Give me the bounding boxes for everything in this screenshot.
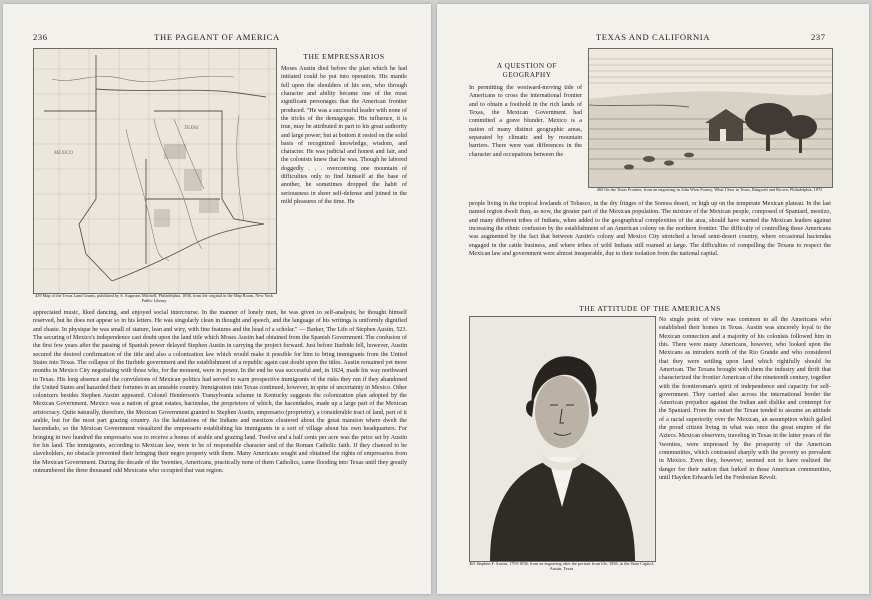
- section-heading: THE EMPRESSARIOS: [303, 52, 385, 61]
- body-paragraph: appreciated music, liked dancing, and enjoyed social intercourse. In the manner of lonely men, he was given to self-analysis; he thought himself reserved, but he does not appear so in his letters. He was singularly clean in thought and speech, and the language of his writings is uniformly dignified and chaste. In physique he was small of stature, lean and wiry, with fine features and the head of a scholar." — Barker, The Life of Stephen Austin, 523. The securing of Mexico's independence cast doubt upon the land title which Moses Austin had obtained from the Spanish Government. The confusion of the first few years after the passing of Spanish power delayed Stephen Austin in carrying the project forward. Just before Iturbide fell, however, Austin secured the desired confirmation of the title and also a colonization law which would make it possible for him to bring immigrants from the United States into Texas. The collapse of the Iturbide government and the establishment of a republic again cast doubt upon the titles. Austin remained yet more months in Mexico City negotiating with those who, for the moment, were in power. In the end he was successful and, in 1824, made his way northward to Texas. His long absence and the convulsions of Mexican politics had served to warn prospective immigrants of the risks they ran if they abandoned the United States and hazarded their fortunes in an unstable country. Immigration into Texas continued, however, in spite of uncertainty in Mexico. Other colonizers besides Stephen Austin appeared. Colonel Henderson's Transylvania scheme in Kentucky suggests the colonization plan adopted by the Mexican Government. Mexico was a nation of great estates, haciendas, the proprietors of which, the hacendados, made up a large part of the Mexican aristocracy. Quite naturally, therefore, the Mexican Government granted to Stephen Austin, empresario (proprietor), a considerable tract of land, part of it arable, but for the most part grazing country. As the habitations of the Indians and mestizos clustered about the great mansion where dwelt the hacendado, so the Mexican Government visualized the empresario establishing his immigrants in a sort of village about his own headquarters. For bringing in two hundred the empresario was to receive a bonus of arable and grazing land. Twelve and a half cents per acre was the price set by Austin for his land. The immigrants, according to Mexican law, were to be of responsible character and of the Roman Catholic faith. If they chanced to be slaveholders, no obstacle prevented their bringing their negro property with them. Many Americans sought and obtained the rights of empresarios from the Mexican Government. During the decade of the 'twenties, Americans, practically none of them Catholics, came flooding into Texas until they greatly outnumbered the three thousand odd Mexicans who occupied that vast region.: [33, 310, 407, 474]
- map-illustration: [34, 49, 276, 293]
- geography-wide-paragraph: people living in the tropical lowlands of Tobasco, in the dry fringes of the Sonora desert, or high up on the temperate Mexican plateau. In the last named region dwelt then, as now, the greater part of the Mexican population. The mixture of the Mexican people, composed of Spaniard, mestizo, and many different tribes of Indians, when added to the geographical complexities of the area, should have warned the Mexican leaders against increasing the ethnic confusion by the establishment of an American colony on the northern frontier. The difficulty of controlling these Americans was augmented by the fact that between Austin's colony and Mexico City stretched a broad semi-desert country, where occasional haciendas engaged in the cattle business, and where tribes of wild Indians still roamed at large. The difficulties of compelling the Texans to respect the Mexican law and government were almost insuperable, due to their isolation from the national capital.: [469, 201, 831, 257]
- figure-caption-439: 439 Map of the Texas Land Grants, published by S. Augustus Mitchell, Philadelphia, 1836, from the original in the Map Room, New York Public Library: [35, 293, 273, 304]
- page-number: 236: [33, 32, 48, 42]
- texas-land-grants-map: [33, 48, 277, 294]
- page-number: 237: [811, 32, 826, 42]
- heading-attitude: THE ATTITUDE OF THE AMERICANS: [579, 304, 721, 313]
- right-page: [437, 4, 869, 594]
- geography-intro-paragraph: In permitting the westward-moving tide of Americans to cross the international frontier and to obtain a foothold in the rich lands of Texas, the Mexican Government had committed a grave blunder. Mexico is a nation of many distinct geographic areas, separated by climatic and by mountain barriers. There were vast differences in the character and occupations between the: [469, 85, 582, 158]
- frontier-illustration: [589, 49, 832, 187]
- figure-caption-460: 460 On the Texas Frontier, from an engraving in John Wien Forney, What I Saw in Texas, Ringwalt and Brown, Philadelphia, 1872: [596, 187, 823, 192]
- figure-caption-461: 461 Stephen F. Austin, 1793-1836, from an engraving after the portrait from life, 1836, in the State Capitol, Austin, Texas: [469, 561, 654, 572]
- portrait-illustration: [470, 317, 655, 561]
- svg-text:MEXICO: MEXICO: [54, 151, 73, 156]
- attitude-paragraph: No single point of view was common to all the Americans who established their homes in Texas. Austin was sincerely loyal to the Mexican connection and a majority of his colonists followed him in this. There were many Americans, however, who looked upon the Mexicans as intruders north of the Rio Grande and who considered that they were settling upon land which rightfully should be American. The Texans brought with them the industry and thrift that characterized the frontier American of the nineteenth century, together with the frontiersman's spirit of independence and capacity for self-government. They carried also across the international border the American prejudice against the Indian and dislike and contempt for the Spaniard. From the outset the Texan tended to assume an attitude of a racial superiority over the Mexican, an assumption which galled the proud citizen living in what was once the great empire of the Aztecs. Mexican observers, traveling in Texas in the latter years of the 'twenties, were impressed by the prosperity of the American communities, which contrasted sharply with the poverty so prevalent in Mexico. Even they, however, seemed not to have realized the danger for their nation that lurked in these American communities, until Hayden Edwards led the Fredonian Revolt.: [659, 317, 831, 481]
- running-header: [437, 32, 869, 44]
- heading-geography: A QUESTION OF GEOGRAPHY: [496, 62, 557, 79]
- texas-frontier-engraving: [588, 48, 833, 188]
- running-title: THE PAGEANT OF AMERICA: [154, 32, 280, 42]
- left-page: [3, 4, 431, 594]
- running-header: [3, 32, 431, 44]
- svg-text:TEXAS: TEXAS: [184, 126, 199, 131]
- running-title: TEXAS AND CALIFORNIA: [595, 32, 711, 42]
- column-paragraph: Moses Austin died before the plan which he had initiated could be put into operation. His mantle fell upon the shoulders of his son, who through character and ability became one of the most significant personages that the American frontier produced. "He was a successful leader with none of the tricks of the demagogue. His influence, it is true, may be attributed in part to his great authority and large power; but at bottom it rested on the solid basis of recognized knowledge, wisdom, and character. He was judicial and honest and fair, and the colonists knew that he was. Though he labored doggedly . . . overcoming one mountain of difficulties only to find himself at the base of another, he sometimes dropped the habit of seriousness in sheer self-defense and joined in the mild pleasures of the time. He: [281, 66, 407, 205]
- stephen-austin-portrait: [469, 316, 656, 562]
